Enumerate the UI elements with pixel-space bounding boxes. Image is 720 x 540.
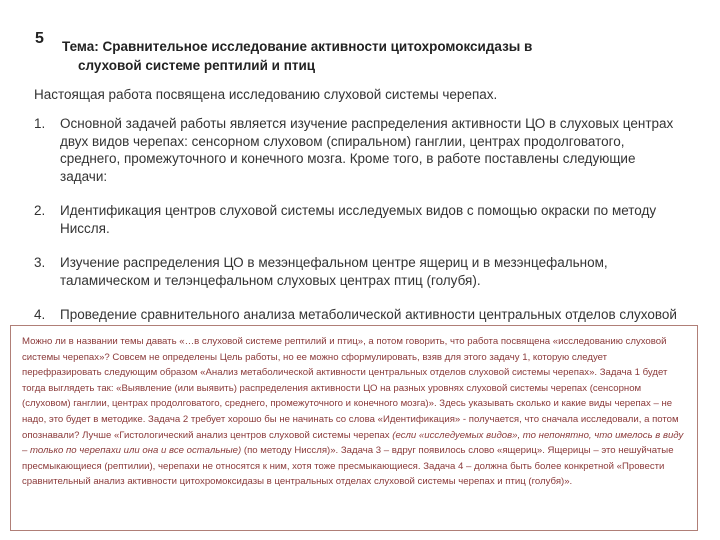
comment-text-end: (по методу Ниссля)». Задача 3 – вдруг появилось слово «ящериц». Ящерицы – это нешуйчатые пресмыкающиеся (рептилии), черепахи не относятся к ним, хотя тоже пресмыкающиеся. Задача 4 – должна быть более конкретной «Провести сравнительный анализ активности цитохромоксидазы в центральных отделах слуховой системы черепах и птиц (голубя)». [22, 445, 674, 488]
list-item-text: Проведение сравнительного анализа метаболической активности центральных отделов слуховой [60, 307, 677, 322]
list-item-number: 4. [34, 307, 46, 322]
list-item-number: 2. [34, 203, 46, 218]
list-item-number: 3. [34, 255, 46, 270]
slide-number: 5 [35, 30, 44, 47]
task-list [34, 115, 684, 358]
comment-italic-text: (если «исследуемых видов», то непонятно, что имелось в виду – только по черепахи или она и все остальные) [22, 429, 684, 457]
slide-title-line-1: Тема: Сравнительное исследование активности цитохромоксидазы в [62, 39, 533, 54]
slide-title [62, 37, 622, 75]
comment-text: Можно ли в названии темы давать «…в слуховой системе рептилий и птиц», а потом говорить, что работа посвящена «исследованию слуховой системы черепах»? Совсем не определены Цель работы, но ее можно сформулировать, взяв для этого задачу 1, которую следует перефразировать следующим образом «Анализ метаболической активности центральных отделов слуховой системы черепах». Задача 1 будет тогда выглядеть так: «Выявление (или выявить) распределения активности ЦО на разных уровнях слуховой системы черепах (сенсорном (слуховом) ганглии, центрах продолговатого, среднего, промежуточного и конечного мозга)». Здесь указывать сколько и какие виды черепах – не надо, это будет в методике. Задача 2 требует хорошо бы не начинать со слова «Идентификация» - получается, что сначала исследовали, а потом опознавали? Лучше «Гистологический анализ центров слуховой системы черепах [22, 336, 679, 441]
list-item [34, 254, 684, 289]
list-item-number: 1. [34, 116, 46, 131]
list-item [34, 202, 684, 237]
list-item-text: Основной задачей работы является изучение распределения активности ЦО в слуховых центрах двух видов черепах: сенсорном слуховом (спиральном) ганглии, центрах продолговатого, среднего, промежуточного и конечного мозга. Кроме того, в работе поставлены следующие задачи: [60, 116, 674, 184]
list-item-text: Идентификация центров слуховой системы исследуемых видов с помощью окраски по методу Ниссля. [60, 203, 657, 236]
list-item [34, 115, 684, 185]
reviewer-comment-box [10, 325, 698, 531]
list-item-text: Изучение распределения ЦО в мезэнцефальном центре ящериц и в мезэнцефальном, таламическом и телэнцефальном слуховых центрах птиц (голубя). [60, 255, 608, 288]
intro-text: Настоящая работа посвящена исследованию слуховой системы черепах. [34, 87, 498, 102]
slide-title-line-2: слуховой системе рептилий и птиц [78, 58, 316, 73]
